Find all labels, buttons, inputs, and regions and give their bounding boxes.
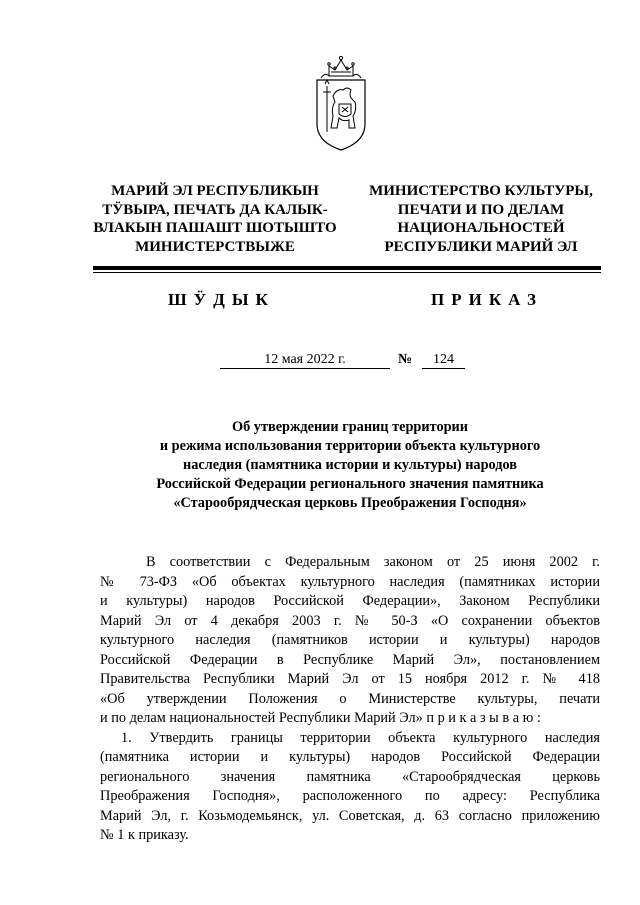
body-line: регионального значения памятника «Старообрядческая церковь <box>100 768 600 785</box>
body-line: и по делам национальностей Республики Марий Эл» п р и к а з ы в а ю : <box>100 710 541 726</box>
body-line: Российской Федерации в Республике Марий Эл», постановлением <box>100 651 600 668</box>
body-line: Правительства Республики Марий Эл от 15 ноября 2012 г. № 418 <box>100 671 600 687</box>
body-line: Марий Эл от 4 декабря 2003 г. № 50-З «О сохранении объектов <box>100 612 600 629</box>
body-line: (памятника истории и культуры) народов Российской Федерации <box>100 749 600 765</box>
order-number-label: № <box>398 352 413 367</box>
body-line: В соответствии с Федеральным законом от 25 июня 2002 г. <box>146 554 600 570</box>
document-title <box>100 418 600 513</box>
title-line: Об утверждении границ территории <box>231 419 469 435</box>
body-line: № 1 к приказу. <box>100 827 189 843</box>
title-line: и режима использования территории объекта культурного <box>159 438 541 454</box>
body-line: Преображения Господня», расположенного по адресу: Республика <box>100 788 600 804</box>
body-line: 1. Утвердить границы территории объекта культурного наследия <box>121 729 600 746</box>
document-body <box>100 553 600 846</box>
title-line: «Старообрядческая церковь Преображения Господня» <box>173 495 527 511</box>
order-date: 12 мая 2022 г. <box>220 351 390 369</box>
ministry-name-mari <box>80 182 350 256</box>
title-line: наследия (памятника истории и культуры) народов <box>182 457 518 473</box>
header-left-line: МИНИСТЕРСТВЫЖЕ <box>135 238 295 255</box>
header-left-line: ВЛАКЫН ПАШАШТ ШОТЫШТО <box>93 220 337 236</box>
body-line: и культуры) народов Российской Федерации», Законом Республики <box>100 593 600 609</box>
title-line: Российской Федерации регионального значения памятника <box>156 476 544 492</box>
order-number: 124 <box>422 351 465 369</box>
body-line: «Об утверждении Положения о Министерстве культуры, печати <box>100 690 600 707</box>
header-left-line: ТӰВЫРА, ПЕЧАТЬ ДА КАЛЫК- <box>102 201 328 218</box>
doc-type-mari: ШӰДЫК <box>168 290 275 309</box>
doc-type-russian: ПРИКАЗ <box>431 290 543 309</box>
coat-of-arms-icon <box>311 52 371 152</box>
body-line: Марий Эл, г. Козьмодемьянск, ул. Советская, д. 63 согласно приложению <box>100 807 600 824</box>
header-right-line: НАЦИОНАЛЬНОСТЕЙ <box>397 220 565 236</box>
header-divider-thin <box>93 272 601 273</box>
header-right-line: ПЕЧАТИ И ПО ДЕЛАМ <box>397 201 565 218</box>
header-divider-thick <box>93 266 601 270</box>
ministry-name-russian <box>356 182 606 256</box>
body-line: № 73-ФЗ «Об объектах культурного наследия (памятниках истории <box>100 573 600 590</box>
body-line: культурного наследия (памятников истории и культуры) народов <box>100 632 600 648</box>
header-right-line: РЕСПУБЛИКИ МАРИЙ ЭЛ <box>384 238 578 255</box>
header-left-line: МАРИЙ ЭЛ РЕСПУБЛИКЫН <box>111 183 319 199</box>
header-right-line: МИНИСТЕРСТВО КУЛЬТУРЫ, <box>369 183 593 199</box>
